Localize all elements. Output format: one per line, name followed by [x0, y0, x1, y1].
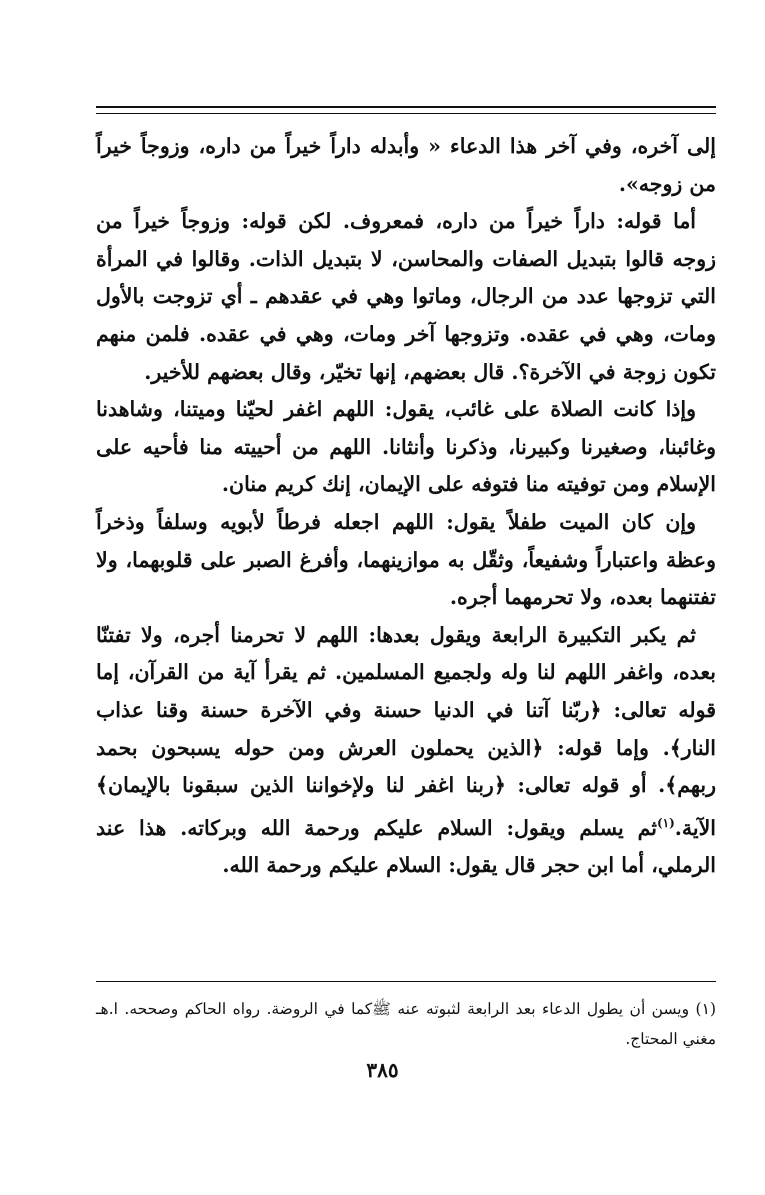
paragraph-5-text-b: ثم يسلم ويقول: السلام عليكم ورحمة الله وبركاته. هذا عند الرملي، أما ابن حجر قال يقول: السلام عليكم ورحمة الله.	[96, 815, 716, 878]
footnote	[96, 994, 716, 1054]
paragraph-2: أما قوله: داراً خيراً من داره، فمعروف. لكن قوله: وزوجاً خيراً من زوجه قالوا بتبديل الصفات والمحاسن، لا بتبديل الذات. وقالوا في المرأة التي تزوجها عدد من الرجال، وماتوا وهي في عقدهم ـ أي تزوجت بالأول ومات، وهي في عقده. وتزوجها آخر ومات، وهي في عقده. فلمن منهم تكون زوجة في الآخرة؟. قال بعضهم، إنها تخيّر، وقال بعضهم للأخير.	[96, 209, 716, 384]
page-number: ٣٨٥	[366, 1058, 399, 1082]
footnote-separator	[96, 981, 716, 982]
footnote-text: (١) ويسن أن يطول الدعاء بعد الرابعة لثبوته عنه ﷺكما في الروضة. رواه الحاكم وصححه. ا.هـ مغني المحتاج.	[96, 1000, 716, 1048]
paragraph-3: وإذا كانت الصلاة على غائب، يقول: اللهم اغفر لحيّنا وميتنا، وشاهدنا وغائبنا، وصغيرنا وكبيرنا، وذكرنا وأنثانا. اللهم من أحييته منا فأحيه على الإسلام ومن توفيته منا فتوفه على الإيمان، إنك كريم منان.	[96, 397, 716, 497]
paragraph-4: وإن كان الميت طفلاً يقول: اللهم اجعله فرطاً لأبويه وسلفاً وذخراً وعظة واعتباراً وشفيعاً، وثقّل به موازينهما، وأفرغ الصبر على قلوبهما، ولا تفتنهما بعده، ولا تحرمهما أجره.	[96, 509, 716, 610]
header-rule-thick	[96, 106, 716, 108]
main-text	[96, 128, 716, 885]
paragraph-5-text-a: ثم يكبر التكبيرة الرابعة ويقول بعدها: اللهم لا تحرمنا أجره، ولا تفتنّا بعده، واغفر اللهم لنا وله ولجميع المسلمين. ثم يقرأ آية من القرآن، إما قوله تعالى: ﴿ربّنا آتنا في الدنيا حسنة وفي الآخرة حسنة وقنا عذاب النار﴾. وإما قوله: ﴿الذين يحملون العرش ومن حوله يسبحون بحمد ربهم﴾. أو قوله تعالى: ﴿ربنا اغفر لنا ولإخواننا الذين سبقونا بالإيمان﴾ الآية.	[96, 622, 716, 840]
footnote-reference[interactable]: (١)	[656, 815, 675, 830]
paragraph-1: إلى آخره، وفي آخر هذا الدعاء « وأبدله داراً خيراً من داره، وزوجاً خيراً من زوجه».	[96, 134, 716, 196]
header-rule-thin	[96, 113, 716, 114]
paragraph-5	[96, 617, 716, 885]
